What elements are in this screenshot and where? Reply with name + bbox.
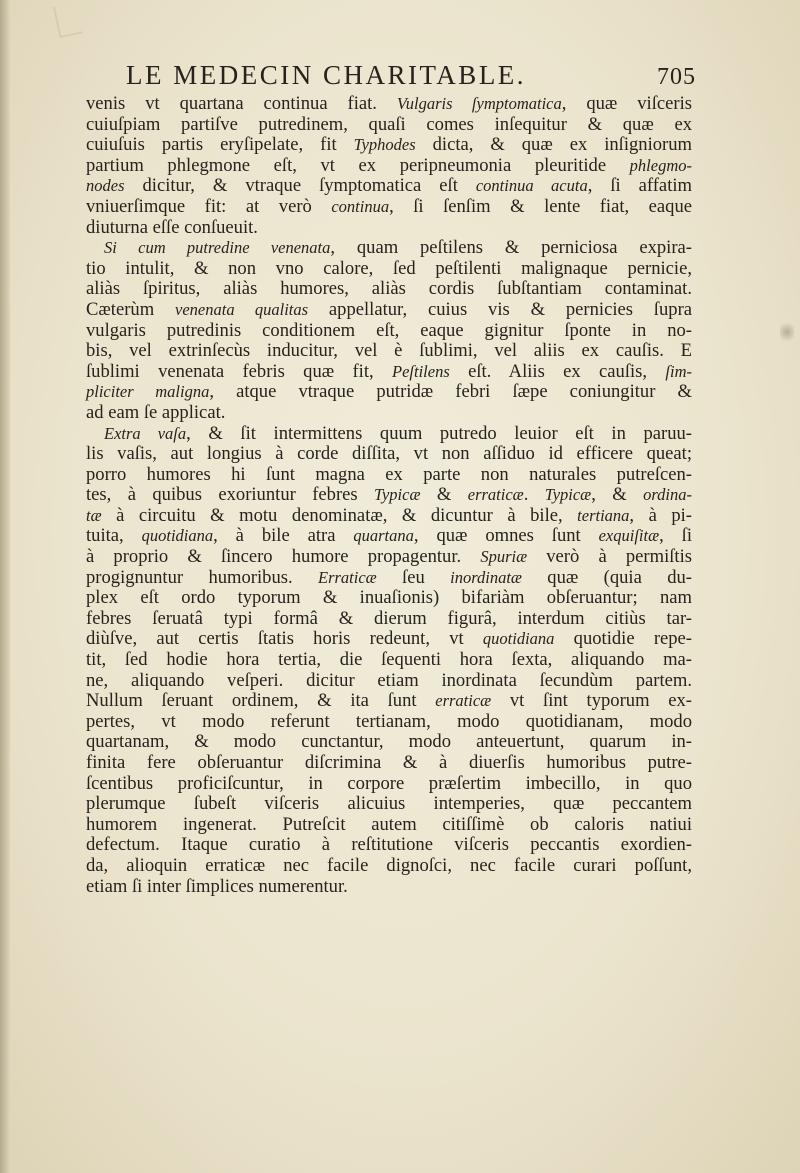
text-segment: cuiuſuis partis eryſipelate, fit bbox=[86, 134, 354, 156]
italic-text: Peſtilens bbox=[392, 361, 450, 381]
text-line bbox=[86, 547, 692, 568]
text-line bbox=[86, 238, 692, 259]
text-segment: , & ſit intermittens quum putredo leuior eſt in paruu- bbox=[186, 422, 692, 444]
text-segment: humorem ingenerat. Putreſcit autem citiſſimè ob caloris natiui bbox=[86, 813, 692, 835]
text-line bbox=[86, 94, 692, 115]
text-segment: , quæ viſceris bbox=[561, 93, 692, 114]
text-segment: cuiuſpiam partiſve putredinem, quaſi comes inſequitur & quæ ex bbox=[86, 113, 692, 135]
text-segment: , à pi- bbox=[629, 504, 692, 526]
italic-text: Typicæ bbox=[374, 485, 421, 505]
italic-text: ordina- bbox=[643, 485, 693, 505]
italic-text: Erraticæ bbox=[318, 567, 377, 587]
text-segment: ſublimi venenata febris quæ fit, bbox=[86, 360, 393, 382]
italic-text: continua acuta bbox=[475, 176, 588, 196]
running-title: LE MEDECIN CHARITABLE. bbox=[126, 60, 527, 90]
text-line bbox=[86, 691, 692, 712]
text-segment: , ſi affatim bbox=[587, 175, 692, 197]
text-line bbox=[86, 176, 692, 197]
text-segment: tes, à quibus exoriuntur febres bbox=[86, 484, 375, 506]
text-line bbox=[86, 650, 692, 671]
italic-text: ſim- bbox=[665, 361, 692, 381]
text-line bbox=[86, 856, 692, 877]
text-line bbox=[86, 629, 692, 650]
text-line bbox=[86, 774, 692, 795]
text-segment: progignuntur humoribus. bbox=[86, 566, 318, 588]
text-line bbox=[86, 671, 692, 692]
text-segment: . bbox=[523, 484, 545, 506]
text-segment: aliàs ſpiritus, aliàs humores, aliàs cordis ſubſtantiam contaminat. bbox=[86, 278, 692, 300]
page-number: 705 bbox=[657, 64, 696, 90]
italic-text: quotidiana bbox=[141, 526, 214, 546]
text-line bbox=[86, 732, 692, 753]
text-line bbox=[86, 424, 692, 445]
text-segment: ſcentibus proficiſcuntur, in corpore præſertim imbecillo, in quo bbox=[86, 772, 692, 794]
italic-text: Spuriæ bbox=[480, 547, 528, 567]
text-segment: pertes, vt modo referunt tertianam, modo quotidianam, modo bbox=[86, 710, 692, 732]
italic-text: quartana bbox=[353, 526, 414, 546]
text-segment: , ſi ſenſim & lente fiat, eaque bbox=[389, 195, 692, 217]
text-line bbox=[86, 382, 692, 403]
text-segment: lis vaſis, aut longius à corde diſſita, vt non aſſiduo id efficere queat; bbox=[86, 443, 692, 465]
text-line bbox=[86, 506, 692, 527]
italic-text: pliciter maligna bbox=[86, 382, 210, 402]
text-segment: venis vt quartana continua fiat. bbox=[86, 93, 397, 114]
page-stain bbox=[780, 320, 794, 344]
text-line bbox=[86, 794, 692, 815]
text-segment: porro humores hi ſunt magna ex parte non naturales putreſcen- bbox=[86, 463, 692, 485]
text-segment: da, alioquin erraticæ nec facile dignoſci, nec facile curari poſſunt, bbox=[86, 854, 692, 876]
italic-text: inordinatæ bbox=[450, 567, 522, 587]
text-line bbox=[86, 485, 692, 506]
text-segment: tio intulit, & non vno calore, ſed peſtilenti malignaque pernicie, bbox=[86, 257, 692, 279]
text-segment: Cæterùm bbox=[86, 298, 176, 320]
italic-text: phlegmo- bbox=[629, 155, 692, 175]
text-segment: dicta, & quæ ex inſigniorum bbox=[415, 134, 692, 156]
text-segment: , atque vtraque putridæ febri ſæpe coniungitur & bbox=[209, 381, 692, 403]
text-line bbox=[86, 815, 692, 836]
italic-text: exquiſitæ bbox=[598, 526, 660, 546]
text-segment: diuturna eſſe conſueuit. bbox=[86, 216, 258, 238]
italic-text: Vulgaris ſymptomatica bbox=[396, 94, 562, 113]
italic-text: erraticæ bbox=[435, 691, 492, 711]
text-line bbox=[86, 712, 692, 733]
text-line bbox=[86, 197, 692, 218]
italic-text: quotidiana bbox=[482, 629, 555, 649]
text-segment: ad eam ſe applicat. bbox=[86, 401, 226, 423]
text-segment: vniuerſimque fit: at verò bbox=[86, 195, 332, 217]
text-line bbox=[86, 588, 692, 609]
page-binding-edge bbox=[0, 0, 10, 1173]
italic-text: continua bbox=[331, 196, 390, 216]
text-segment: quæ (quia du- bbox=[521, 566, 692, 588]
text-segment: eſt. Aliis ex cauſis, bbox=[449, 360, 666, 382]
italic-text: venenata qualitas bbox=[175, 299, 309, 319]
text-segment: ſeu bbox=[376, 566, 451, 588]
italic-text: Extra vaſa bbox=[104, 423, 187, 443]
text-segment: bis, vel extrinſecùs inducitur, vel è ſublimi, vel aliis ex cauſis. E bbox=[86, 340, 692, 362]
page-header bbox=[86, 60, 696, 92]
text-segment: , quam peſtilens & perniciosa expira- bbox=[330, 237, 692, 259]
text-segment: , quæ omnes ſunt bbox=[413, 525, 599, 547]
text-segment: ne, aliquando veſperi. dicitur etiam inordinata ſecundùm partem. bbox=[86, 669, 692, 691]
italic-text: tæ bbox=[86, 505, 102, 525]
text-segment: à proprio & ſincero humore propagentur. bbox=[86, 546, 481, 568]
text-segment: vt ſint typorum ex- bbox=[491, 690, 692, 712]
text-line bbox=[86, 835, 692, 856]
body-text bbox=[86, 94, 692, 897]
text-segment: Nullum ſeruant ordinem, & ita ſunt bbox=[86, 690, 436, 712]
text-segment: verò à permiſtis bbox=[527, 546, 692, 568]
italic-text: tertiana bbox=[577, 505, 630, 525]
text-segment: quartanam, & modo cunctantur, modo anteuertunt, quarum in- bbox=[86, 731, 692, 753]
text-line bbox=[86, 156, 692, 177]
text-line bbox=[86, 362, 692, 383]
italic-text: erraticæ bbox=[467, 485, 524, 505]
text-segment: , à bile atra bbox=[213, 525, 354, 547]
text-segment: partium phlegmone eſt, vt ex peripneumonia pleuritide bbox=[86, 154, 630, 176]
text-segment: etiam ſi inter ſimplices numerentur. bbox=[86, 875, 348, 897]
text-segment: quotidie repe- bbox=[554, 628, 692, 650]
text-segment: , & bbox=[591, 484, 644, 506]
text-line bbox=[86, 877, 692, 898]
text-segment: appellatur, cuius vis & pernicies ſupra bbox=[308, 298, 693, 320]
page-corner-mark bbox=[53, 2, 83, 38]
text-segment: plex eſt ordo typorum & inuaſionis) bifariàm obſeruantur; nam bbox=[86, 587, 692, 609]
text-segment: dicitur, & vtraque ſymptomatica eſt bbox=[124, 175, 476, 197]
italic-text: Si cum putredine venenata bbox=[104, 238, 331, 258]
text-line bbox=[86, 279, 692, 300]
text-line bbox=[86, 403, 692, 424]
text-segment: plerumque ſubeſt viſceris alicuius intemperies, quæ peccantem bbox=[86, 793, 692, 815]
text-segment: tuita, bbox=[86, 525, 142, 547]
text-line bbox=[86, 115, 692, 136]
text-segment: finita fere obſeruantur diſcrimina & à diuerſis humoribus putre- bbox=[86, 752, 692, 773]
text-segment: & bbox=[420, 484, 468, 506]
text-line bbox=[86, 300, 692, 321]
text-line bbox=[86, 753, 692, 774]
text-segment: tit, ſed hodie hora tertia, die ſequenti hora ſexta, aliquando ma- bbox=[86, 649, 692, 671]
text-line bbox=[86, 341, 692, 362]
text-segment: à circuitu & motu denominatæ, & dicuntur à bile, bbox=[101, 504, 578, 526]
text-segment: febres ſeruatâ typi formâ & dierum figurâ, interdum citiùs tar- bbox=[86, 607, 692, 629]
text-line bbox=[86, 259, 692, 280]
text-line bbox=[86, 609, 692, 630]
text-segment: , ſi bbox=[659, 525, 692, 547]
text-line bbox=[86, 444, 692, 465]
italic-text: Typhodes bbox=[353, 135, 416, 155]
text-segment: diùſve, aut certis ſtatis horis redeunt, vt bbox=[86, 628, 483, 650]
italic-text: Typicæ bbox=[544, 485, 592, 505]
text-segment: vulgaris putredinis conditionem eſt, eaque gignitur ſponte in no- bbox=[86, 319, 692, 341]
text-line bbox=[86, 465, 692, 486]
text-line bbox=[86, 218, 692, 239]
text-line bbox=[86, 526, 692, 547]
text-segment: defectum. Itaque curatio à reſtitutione viſceris peccantis exordien- bbox=[86, 834, 692, 856]
text-line bbox=[86, 321, 692, 342]
text-line bbox=[86, 568, 692, 589]
italic-text: nodes bbox=[86, 176, 125, 196]
text-line bbox=[86, 135, 692, 156]
